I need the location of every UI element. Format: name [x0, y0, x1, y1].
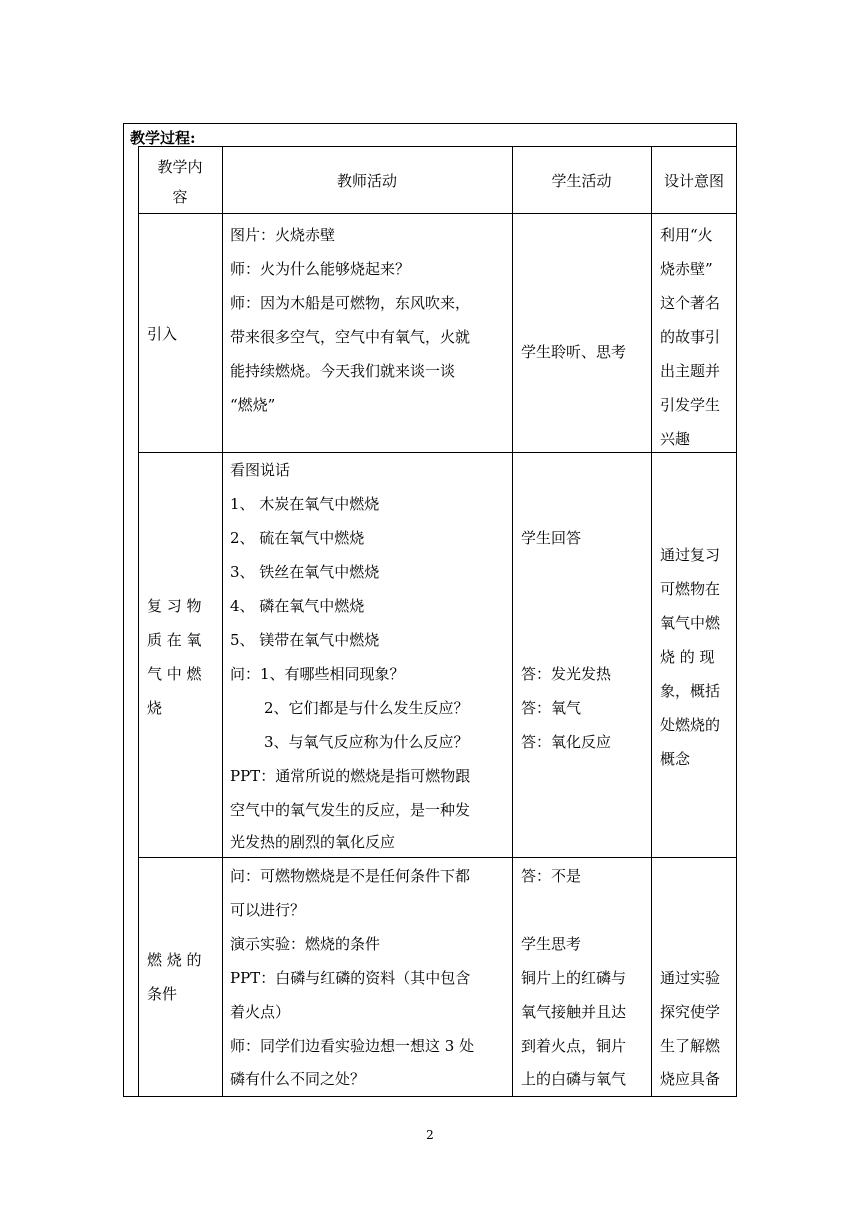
header-bottom-line — [138, 213, 737, 214]
header-student: 学生活动 — [551, 172, 612, 190]
col2-line — [512, 146, 513, 1097]
row1-content: 引入 — [147, 325, 178, 343]
header-intent: 设计意图 — [663, 172, 724, 190]
row1-bottom-line — [138, 452, 737, 453]
row2-bottom-line — [138, 857, 737, 858]
col3-line — [651, 146, 652, 1097]
teaching-process-frame — [123, 123, 737, 1097]
page-number: 2 — [426, 1128, 434, 1142]
header-content: 教学内 容 — [157, 158, 203, 206]
table-left-line — [138, 146, 139, 1097]
header-top-line — [138, 146, 737, 147]
row1-student: 学生聆听、思考 — [521, 343, 627, 361]
col1-line — [222, 146, 223, 1097]
section-title: 教学过程: — [130, 129, 196, 147]
header-teacher: 教师活动 — [336, 172, 397, 190]
